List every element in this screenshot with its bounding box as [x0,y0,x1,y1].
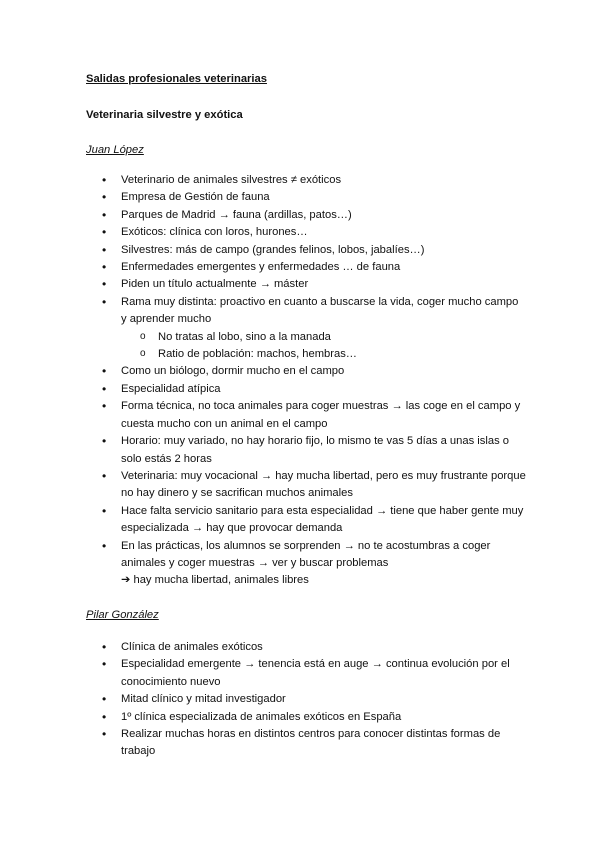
list-item: • Mitad clínico y mitad investigador [86,691,526,708]
list-item: • Clínica de animales exóticos [86,639,526,656]
person-name-pilar: Pilar González [86,609,159,621]
document-title: Salidas profesionales veterinarias [86,73,267,85]
arrow-note: ➔ hay mucha libertad, animales libres [121,574,309,587]
list-item: • Realizar muchas horas en distintos centros para conocer distintas formas de trabajo [86,726,526,761]
list-item: • Enfermedades emergentes y enfermedades … de fauna [86,259,526,276]
sub-list-item: o No tratas al lobo, sino a la manada [121,329,526,346]
list-item: • Especialidad emergente → tenencia está en auge → continua evolución por el conocimiento nuevo [86,656,526,691]
list-item: • Hace falta servicio sanitario para esta especialidad → tiene que haber gente muy especializada → hay que provocar demanda [86,503,526,538]
list-item [86,294,526,364]
list-item-text: En las prácticas, los alumnos se sorprenden → no te acostumbras a coger animales y coger muestras → ver y buscar problemas [121,539,491,569]
person-name-juan: Juan López [86,144,144,156]
list-item: • Exóticos: clínica con loros, hurones… [86,224,526,241]
section-heading: Veterinaria silvestre y exótica [86,109,243,121]
sub-list [121,329,526,364]
list-item: • Empresa de Gestión de fauna [86,189,526,206]
list-item: • Parques de Madrid → fauna (ardillas, patos…) [86,207,526,224]
sub-list-item: o Ratio de población: machos, hembras… [121,346,526,363]
list-item: • Piden un título actualmente → máster [86,276,526,293]
list-item: • Horario: muy variado, no hay horario fijo, lo mismo te vas 5 días a unas islas o solo estás 2 horas [86,433,526,468]
list-item: • Veterinario de animales silvestres ≠ exóticos [86,172,526,189]
list-item-text: Rama muy distinta: proactivo en cuanto a buscarse la vida, coger mucho campo y aprender mucho [121,295,519,326]
bullet-list-pilar [86,639,526,761]
bullet-list-juan [86,172,526,590]
list-item [86,538,526,590]
list-item: • 1º clínica especializada de animales exóticos en España [86,709,526,726]
list-item: • Como un biólogo, dormir mucho en el campo [86,363,526,380]
list-item: • Forma técnica, no toca animales para coger muestras → las coge en el campo y cuesta mucho con un animal en el campo [86,398,526,433]
list-item: • Especialidad atípica [86,381,526,398]
list-item: • Veterinaria: muy vocacional → hay mucha libertad, pero es muy frustrante porque no hay dinero y se sacrifican muchos animales [86,468,526,503]
list-item: • Silvestres: más de campo (grandes felinos, lobos, jabalíes…) [86,242,526,259]
